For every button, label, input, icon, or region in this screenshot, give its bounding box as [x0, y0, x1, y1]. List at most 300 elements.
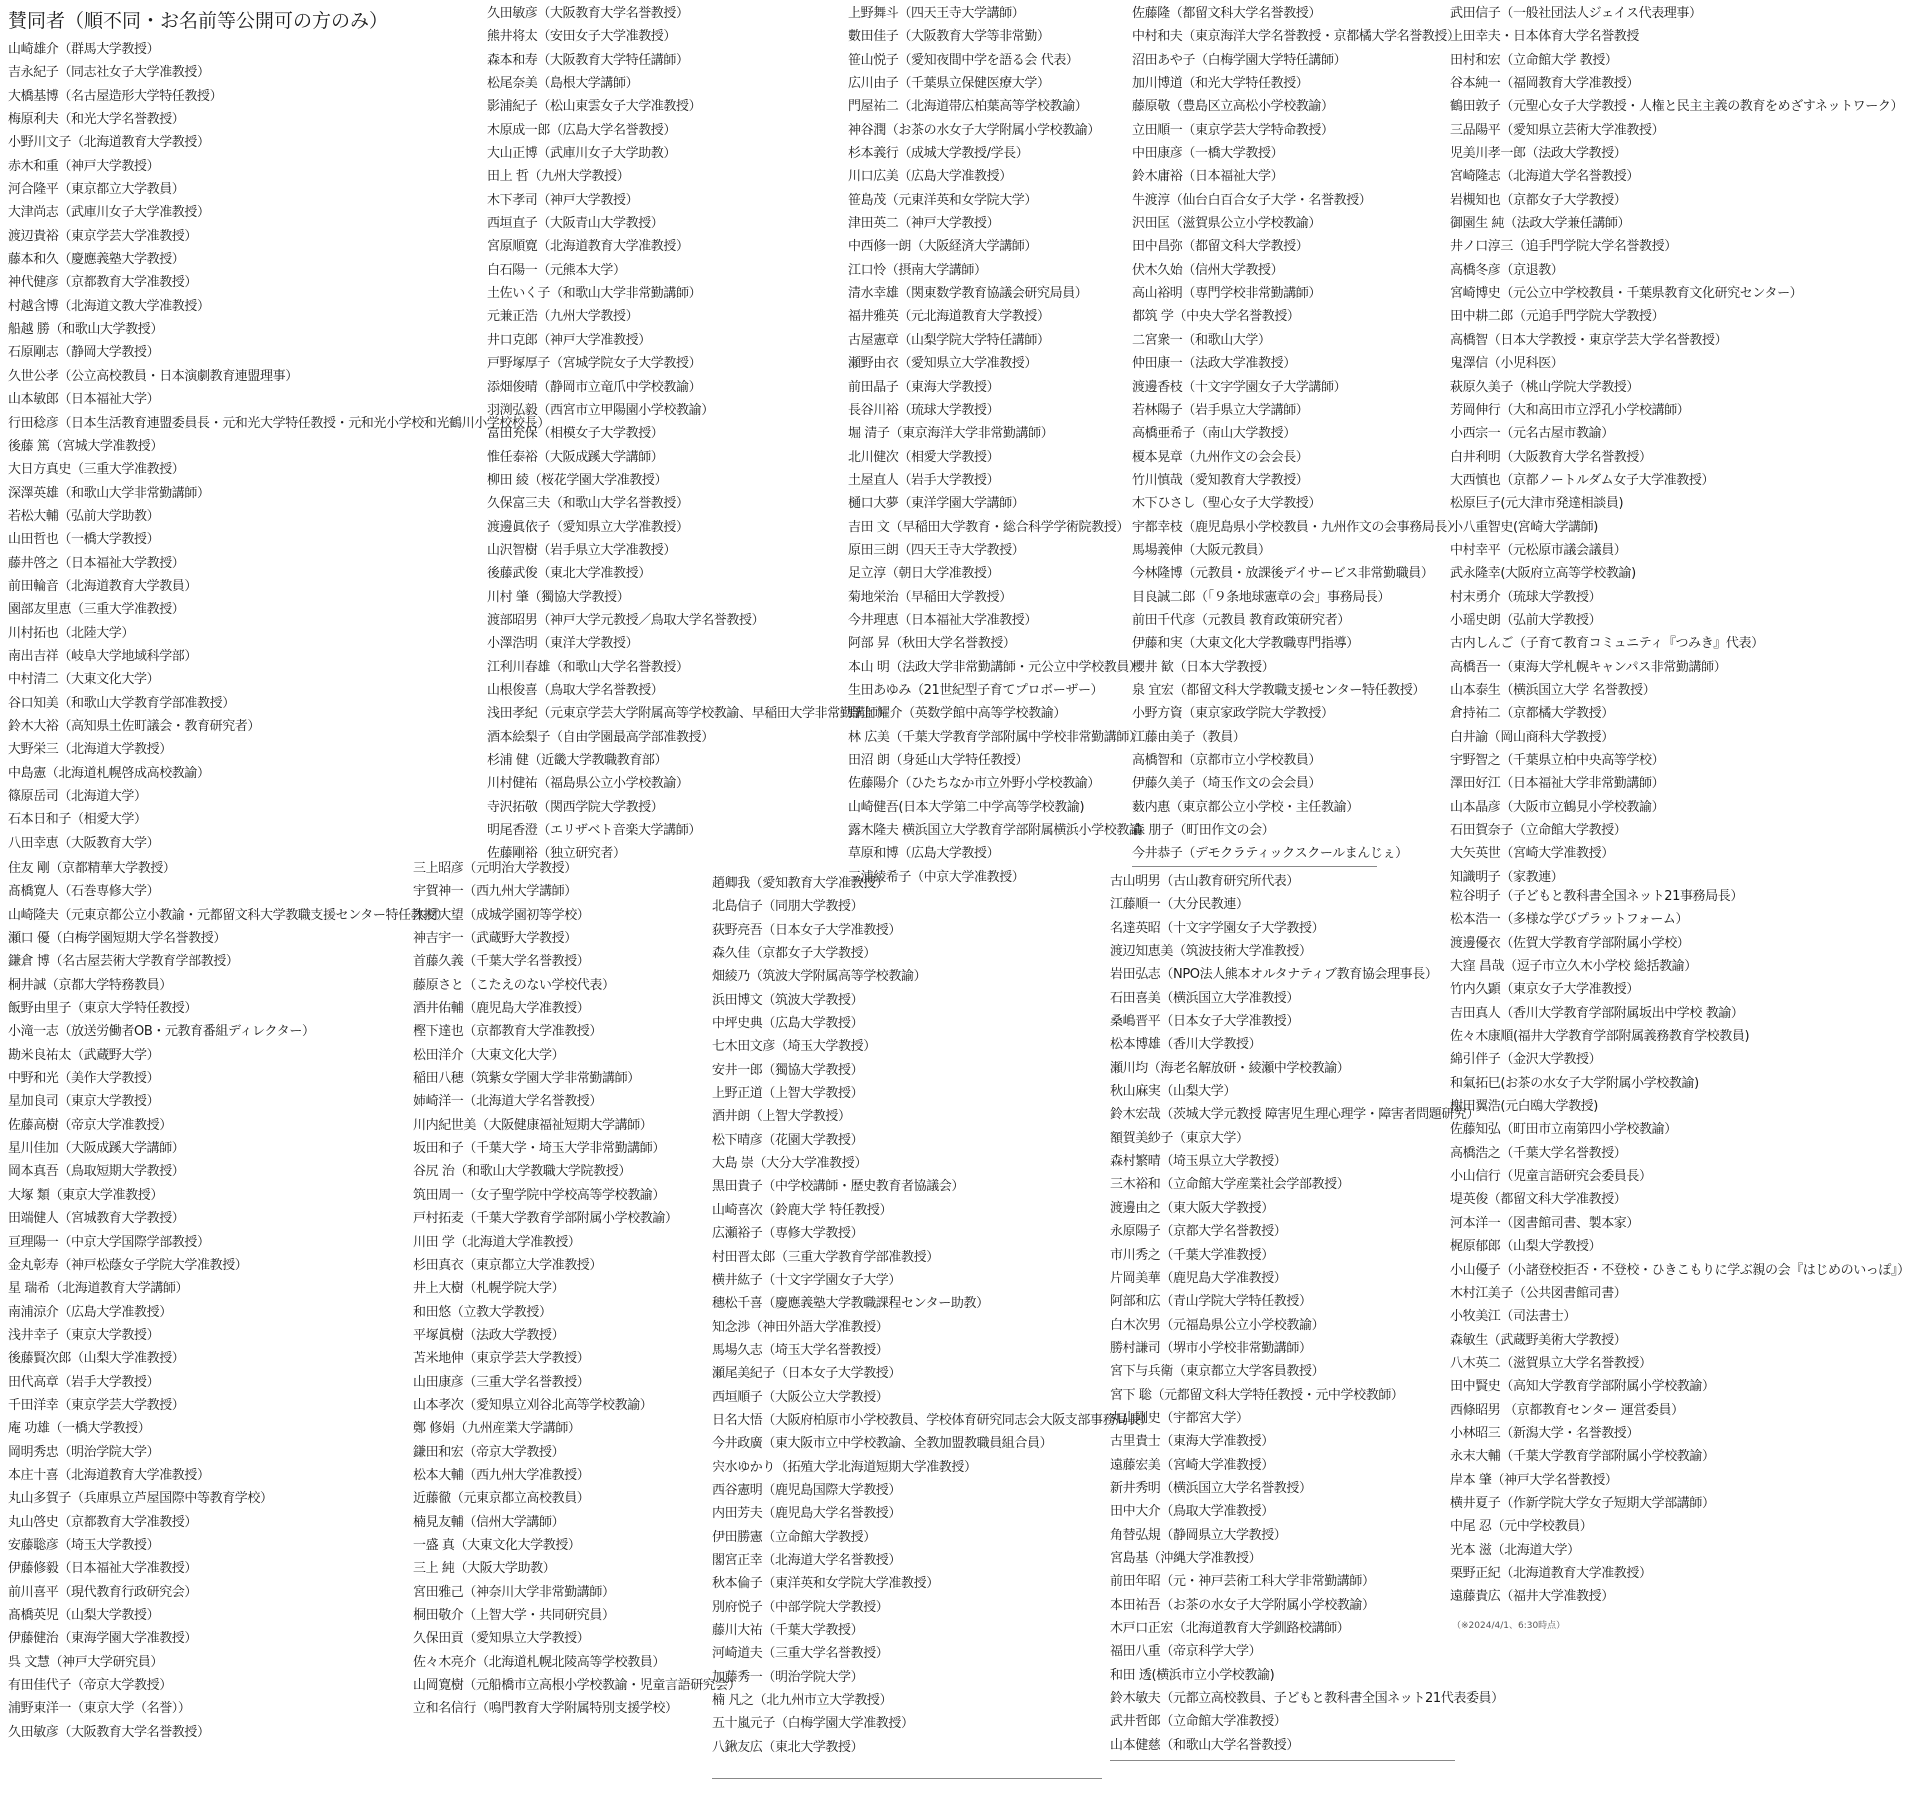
- signatory-entry: 上野舞斗（四天王寺大学講師）: [848, 6, 1025, 21]
- signatory-column-6: [8, 857, 449, 1744]
- signatory-entry: 山田康彦（三重大学名誉教授）: [413, 1374, 590, 1390]
- signatory-entry: 村田晋太郎（三重大学教育学部准教授）: [712, 1249, 939, 1265]
- signatory-entry: 牛渡淳（仙台白百合女子大学・名誉教授）: [1132, 192, 1372, 208]
- signatory-entry: 福井雅英（元北海道教育大学教授）: [848, 309, 1050, 325]
- signatory-entry: 宮崎隆志（北海道大学名誉教授）: [1450, 169, 1640, 185]
- page-title: 賛同者（順不同・お名前等公開可の方のみ）: [8, 10, 389, 32]
- signatory-entry: 吉永紀子（同志社女子大学准教授）: [8, 65, 210, 81]
- signatory-entry: 櫻井 歓（日本大学教授）: [1132, 659, 1275, 675]
- signatory-entry: 谷口知美（和歌山大学教育学部准教授）: [8, 695, 235, 711]
- signatory-entry: 中西修一朗（大阪経済大学講師）: [848, 239, 1038, 255]
- signatory-entry: 渡邊眞依子（愛知県立大学准教授）: [487, 519, 689, 535]
- signatory-entry: 大橋基博（名古屋造形大学特任教授）: [8, 88, 223, 104]
- signatory-entry: 南出吉祥（岐阜大学地域科学部）: [8, 648, 198, 664]
- signatory-column-4: [1132, 2, 1460, 866]
- signatory-entry: 小野方資（東京家政学院大学教授）: [1132, 706, 1334, 722]
- signatory-entry: 武井哲郎（立命館大学准教授）: [1110, 1714, 1287, 1730]
- signatory-entry: 笹山悦子（愛知夜間中学を語る会 代表）: [848, 52, 1079, 68]
- signatory-entry: 高山裕明（専門学校非常勤講師）: [1132, 286, 1322, 302]
- signatory-entry: 山本敏郎（日本福祉大学）: [8, 392, 160, 408]
- signatory-entry: 瀬野由衣（愛知県立大学准教授）: [848, 356, 1038, 372]
- signatory-entry: 広瀬裕子（専修大学教授）: [712, 1226, 864, 1242]
- signatory-entry: 井上大樹（札幌学院大学）: [413, 1281, 565, 1297]
- signatory-entry: 浅田孝紀（元東京学芸大学附属高等学校教諭、早稲田大学非常勤講師）: [487, 706, 891, 722]
- signatory-entry: 小山優子（小諸登校拒否・不登校・ひきこもりに学ぶ親の会『はじめのいっぽ』）: [1450, 1262, 1910, 1278]
- signatory-entry: 岩槻知也（京都女子大学教授）: [1450, 192, 1627, 208]
- signatory-entry: 和田 透(横浜市立小学校教諭): [1110, 1667, 1275, 1683]
- signatory-entry: 三浦綾希子（中京大学准教授）: [848, 869, 1025, 885]
- signatory-entry: 瀬尾美紀子（日本女子大学教授）: [712, 1366, 902, 1382]
- signatory-entry: 酒井佑輔（鹿児島大学准教授）: [413, 1001, 590, 1017]
- signatory-entry: 鬼澤信（小児科医）: [1450, 356, 1564, 372]
- signatory-entry: 芳岡伸行（大和高田市立浮孔小学校講師）: [1450, 402, 1690, 418]
- signatory-entry: 別府悦子（中部学院大学教授）: [712, 1599, 889, 1615]
- signatory-entry: 秋本倫子（東洋英和女学院大学准教授）: [712, 1576, 939, 1592]
- signatory-entry: 三上 純（大阪大学助教）: [413, 1561, 556, 1577]
- signatory-entry: 小野川文子（北海道教育大学教授）: [8, 135, 210, 151]
- signatory-entry: 樫下達也（京都教育大学准教授）: [413, 1024, 603, 1040]
- signatory-entry: 吉田 文（早稲田大学教育・総合科学学術院教授）: [848, 519, 1129, 535]
- signatory-entry: 三品陽平（愛知県立芸術大学准教授）: [1450, 122, 1665, 138]
- signatory-entry: 西垣順子（大阪公立大学教授）: [712, 1389, 889, 1405]
- signatory-entry: 星加良司（東京大学教授）: [8, 1094, 160, 1110]
- signatory-entry: 大野栄三（北海道大学教授）: [8, 742, 172, 758]
- signatory-entry: 宮下与兵衛（東京都立大学客員教授）: [1110, 1364, 1325, 1380]
- signatory-entry: 田上 哲（九州大学教授）: [487, 169, 630, 185]
- signatory-entry: 後藤 篤（宮城大学准教授）: [8, 438, 163, 454]
- signatory-entry: 中村清二（大東文化大学）: [8, 672, 160, 688]
- signatory-entry: 赤木和重（神戸大学教授）: [8, 158, 160, 174]
- signatory-entry: 大山正博（武庫川女子大学助教）: [487, 146, 677, 162]
- signatory-entry: 西垣直子（大阪青山大学教授）: [487, 216, 664, 232]
- signatory-entry: 山沢智樹（岩手県立大学准教授）: [487, 542, 677, 558]
- signatory-entry: 鈴木庸裕（日本福祉大学）: [1132, 169, 1284, 185]
- signatory-entry: 鎌倉 博（名古屋芸術大学教育学部教授）: [8, 954, 239, 970]
- signatory-column-1: [8, 38, 550, 855]
- signatory-entry: 杉浦 健（近畿大学教職教育部）: [487, 753, 668, 768]
- signatory-entry: 山本健慈（和歌山大学名誉教授）: [1110, 1737, 1300, 1753]
- signatory-entry: 浦野東洋一（東京大学（名誉））: [8, 1701, 191, 1717]
- signatory-entry: 名達英昭（十文字学園女子大学教授）: [1110, 920, 1325, 936]
- signatory-entry: 寺沢拓敬（関西学院大学教授）: [487, 799, 664, 815]
- signatory-entry: 白井利明（大阪教育大学名誉教授）: [1450, 449, 1652, 465]
- signatory-entry: 村末勇介（琉球大学教授）: [1450, 589, 1602, 605]
- signatory-entry: 堤英俊（都留文科大学准教授）: [1450, 1192, 1627, 1208]
- signatory-entry: 知識明子（家教連）: [1450, 869, 1564, 885]
- signatory-entry: 畑綾乃（筑波大学附属高等学校教諭）: [712, 969, 927, 985]
- signatory-entry: 桑嶋晋平（日本女子大学准教授）: [1110, 1014, 1300, 1030]
- signatory-entry: 高橋亜希子（南山大学教授）: [1132, 426, 1296, 442]
- signatory-entry: 熊井将太（安田女子大学准教授）: [487, 29, 677, 45]
- signatory-column-5: [1450, 2, 1904, 889]
- signatory-entry: 額賀美紗子（東京大学）: [1110, 1130, 1249, 1146]
- signatory-entry: 森敏生（武蔵野美術大学教授）: [1450, 1332, 1627, 1348]
- signatory-entry: 古山明男（古山教育研究所代表）: [1110, 874, 1300, 889]
- signatory-entry: 鈴木大裕（高知県土佐町議会・教育研究者）: [8, 718, 261, 734]
- signatory-entry: 宇都幸枝（鹿児島県小学校教員・九州作文の会事務局長）: [1132, 519, 1460, 535]
- signatory-entry: 中村和夫（東京海洋大学名誉教授・京都橘大学名誉教授）: [1132, 29, 1460, 45]
- signatory-entry: 中村幸平（元松原市議会議員）: [1450, 542, 1627, 558]
- signatory-entry: 趙卿我（愛知教育大学准教授）: [712, 876, 889, 891]
- signatory-entry: 後藤賢次郎（山梨大学准教授）: [8, 1351, 185, 1367]
- signatory-entry: 富田充保（相模女子大学教授）: [487, 426, 664, 442]
- signatory-entry: 石田賀奈子（立命館大学教授）: [1450, 823, 1627, 839]
- signatory-entry: 酒井朗（上智大学教授）: [712, 1109, 851, 1125]
- signatory-entry: 髙橋寛人（石巻専修大学）: [8, 884, 160, 900]
- signatory-entry: 村越含博（北海道文教大学准教授）: [8, 298, 210, 314]
- signatory-entry: 泉 宜宏（都留文科大学教職支援センター特任教授）: [1132, 682, 1426, 698]
- signatory-entry: 武永隆幸(大阪府立高等学校教諭): [1450, 566, 1636, 582]
- signatory-entry: 筑田周一（女子聖学院中学校高等学校教諭）: [413, 1187, 666, 1203]
- signatory-entry: 榭田翼浩(元白鴎大学教授): [1450, 1099, 1598, 1115]
- signatory-entry: 西谷憲明（鹿児島国際大学教授）: [712, 1482, 902, 1498]
- signatory-entry: 篠原岳司（北海道大学）: [8, 789, 147, 804]
- signatory-entry: 菊地栄治（早稲田大学教授）: [848, 589, 1012, 605]
- signatory-entry: 岩田弘志（NPO法人熊本オルタナティブ教育協会理事長）: [1110, 967, 1438, 983]
- signatory-entry: 宮下 聡（元都留文科大学特任教授・元中学校教師）: [1110, 1387, 1404, 1403]
- signatory-entry: 首藤久義（千葉大学名誉教授）: [413, 954, 590, 970]
- signatory-entry: 丸山剛史（宇都宮大学）: [1110, 1410, 1249, 1426]
- signatory-entry: 南浦涼介（広島大学准教授）: [8, 1304, 172, 1320]
- signatory-entry: 森村繁晴（埼玉県立大学教授）: [1110, 1154, 1287, 1170]
- signatory-entry: 荻野亮吾（日本女子大学准教授）: [712, 922, 902, 938]
- signatory-entry: 野上 耀介（英数学館中高等学校教諭）: [848, 706, 1066, 722]
- signatory-entry: 松田洋介（大東文化大学）: [413, 1047, 565, 1063]
- signatory-entry: 永末大輔（千葉大学教育学部附属小学校教諭）: [1450, 1449, 1715, 1465]
- signatory-entry: 岡明秀忠（明治学院大学）: [8, 1444, 160, 1460]
- signatory-entry: 伊田勝憲（立命館大学教授）: [712, 1529, 876, 1545]
- signatory-entry: 鈴木敏夫（元都立高校教員、子どもと教科書全国ネット21代表委員）: [1110, 1691, 1504, 1707]
- signatory-entry: 安井一郎（獨協大学教授）: [712, 1062, 864, 1078]
- signatory-entry: 北川健次（相愛大学教授）: [848, 449, 1000, 465]
- signatory-entry: 栗野正紀（北海道教育大学准教授）: [1450, 1565, 1652, 1581]
- signatory-entry: 馬場義伸（大阪元教員）: [1132, 542, 1271, 558]
- signatory-entry: 白井諭（岡山商科大学教授）: [1450, 729, 1614, 745]
- signatory-entry: 上野正道（上智大学教授）: [712, 1086, 864, 1102]
- signatory-entry: 小八重智史(宮崎大学講師): [1450, 519, 1598, 535]
- signatory-entry: 木村江美子（公共図書館司書）: [1450, 1285, 1627, 1301]
- signatory-entry: 佐々木亮介（北海道札幌北陵高等学校教員）: [413, 1654, 666, 1670]
- signatory-column-3: [848, 2, 1142, 889]
- signatory-entry: 山本孝次（愛知県立刈谷北高等学校教諭）: [413, 1397, 653, 1413]
- signatory-entry: 閣宮正幸（北海道大学名誉教授）: [712, 1552, 902, 1568]
- signatory-entry: 宮原順寛（北海道教育大学准教授）: [487, 239, 689, 255]
- signatory-entry: 久田敏彦（大阪教育大学名誉教授）: [487, 6, 689, 21]
- signatory-entry: 古屋憲章（山梨学院大学特任講師）: [848, 332, 1050, 348]
- signatory-entry: 遠藤貴広（福井大学准教授）: [1450, 1589, 1614, 1605]
- signatory-entry: 五十嵐元子（白梅学園大学准教授）: [712, 1716, 914, 1732]
- signatory-entry: 小牧美江（司法書士）: [1450, 1309, 1577, 1325]
- signatory-entry: 山崎健吾(日本大学第二中学高等学校教諭): [848, 799, 1085, 815]
- signatory-entry: 秋山麻実（山梨大学）: [1110, 1084, 1237, 1100]
- signatory-entry: 中坪史典（広島大学教授）: [712, 1016, 864, 1032]
- signatory-entry: 宇賀神一（西九州大学講師）: [413, 884, 577, 900]
- signatory-entry: 馬場久志（埼玉大学名誉教授）: [712, 1342, 889, 1358]
- signatory-entry: 木村大望（成城学園初等学校）: [413, 907, 590, 923]
- signatory-entry: 川口広美（広島大学准教授）: [848, 169, 1012, 185]
- signatory-entry: 西條昭男 （京都教育センター 運営委員）: [1450, 1402, 1684, 1418]
- signatory-entry: 川村健祐（福島県公立小学校教諭）: [487, 776, 689, 792]
- signatory-entry: 吉田真人（香川大学教育学部附属坂出中学校 教諭）: [1450, 1005, 1744, 1021]
- signatory-entry: 田中賢史（高知大学教育学部附属小学校教諭）: [1450, 1379, 1715, 1395]
- signatory-entry: 庵 功雄（一橋大学教授）: [8, 1421, 151, 1437]
- signatory-entry: 小林昭三（新潟大学・名誉教授）: [1450, 1425, 1640, 1441]
- signatory-entry: 船越 勝（和歌山大学教授）: [8, 322, 163, 338]
- signatory-entry: 高橋智和（京都市立小学校教員）: [1132, 753, 1322, 768]
- signatory-entry: 倉持祐二（京都橘大学教授）: [1450, 706, 1614, 722]
- signatory-entry: 一盛 真（大東文化大学教授）: [413, 1537, 581, 1553]
- signatory-entry: 沼田あや子（白梅学園大学特任講師）: [1132, 52, 1347, 68]
- signatory-entry: 久田敏彦（大阪教育大学名誉教授）: [8, 1724, 210, 1740]
- signatory-column-7: [413, 857, 741, 1721]
- signatory-entry: 木下ひさし（聖心女子大学教授）: [1132, 496, 1322, 512]
- signatory-entry: 生田あゆみ（21世紀型子育てプロボーザー）: [848, 682, 1104, 698]
- signatory-entry: 小瑶史朗（弘前大学教授）: [1450, 612, 1602, 628]
- signatory-entry: 谷尻 治（和歌山大学教職大学院教授）: [413, 1164, 631, 1180]
- signatory-entry: 亘理陽一（中京大学国際学部教授）: [8, 1234, 210, 1250]
- signatory-entry: 今林隆博（元教員・放課後デイサービス非常勤職員）: [1132, 566, 1434, 582]
- signatory-entry: 江藤順一（大分民教連）: [1110, 897, 1249, 913]
- signatory-entry: 渡邊優衣（佐賀大学教育学部附属小学校）: [1450, 935, 1690, 951]
- signatory-entry: 伊藤和実（大東文化大学教職専門指導）: [1132, 636, 1359, 652]
- signatory-entry: 北島信子（同朋大学教授）: [712, 899, 864, 915]
- signatory-entry: 小澤浩明（東洋大学教授）: [487, 636, 639, 652]
- signatory-entry: 柳田 綾（桜花学園大学准教授）: [487, 472, 668, 488]
- signatory-entry: 林 広美（千葉大学教育学部附属中学校非常勤講師）: [848, 729, 1142, 745]
- signatory-entry: 足立淳（朝日大学准教授）: [848, 566, 1000, 582]
- signatory-column-9: [1110, 870, 1504, 1757]
- signatory-entry: 鶴田敦子（元聖心女子大学教授・人権と民主主義の教育をめざすネットワーク）: [1450, 99, 1904, 115]
- signatory-entry: 川田 学（北海道大学准教授）: [413, 1234, 581, 1250]
- signatory-entry: 古内しんご（子育て教育コミュニティ『つみき』代表）: [1450, 636, 1764, 652]
- signatory-entry: 佐藤陽介（ひたちなか市立外野小学校教諭）: [848, 776, 1101, 792]
- signatory-entry: 澤田好江（日本福祉大学非常勤講師）: [1450, 776, 1665, 792]
- signatory-entry: 門屋祐二（北海道帯広柏葉高等学校教諭）: [848, 99, 1088, 115]
- signatory-entry: 加川博道（和光大学特任教授）: [1132, 76, 1309, 92]
- signatory-entry: 金丸彰寿（神戸松蔭女子学院大学准教授）: [8, 1257, 248, 1273]
- signatory-entry: 神谷潤（お茶の水女子大学附属小学校教諭）: [848, 122, 1101, 138]
- signatory-entry: 八田幸恵（大阪教育大学）: [8, 835, 160, 851]
- signatory-entry: 永原陽子（京都大学名誉教授）: [1110, 1224, 1287, 1240]
- signatory-entry: 森久佳（京都女子大学教授）: [712, 946, 876, 962]
- signatory-entry: 田代高章（岩手大学教授）: [8, 1374, 160, 1390]
- signatory-entry: 武田信子（一般社団法人ジェイス代表理事）: [1450, 6, 1702, 21]
- signatory-entry: 伊藤久美子（埼玉作文の会会員）: [1132, 776, 1322, 792]
- signatory-entry: 津田英二（神戸大学教授）: [848, 216, 1000, 232]
- signatory-entry: 粒谷明子（子どもと教科書全国ネット21事務局長）: [1450, 889, 1743, 904]
- signatory-entry: 前田年昭（元・神戸芸術工科大学非常勤講師）: [1110, 1574, 1375, 1590]
- signatory-entry: 羽渕弘毅（西宮市立甲陽園小学校教諭）: [487, 402, 714, 418]
- signatory-entry: 勝村謙司（堺市小学校非常勤講師）: [1110, 1340, 1312, 1356]
- signatory-entry: 山岡寛樹（元船橋市立高根小学校教諭・児童言語研究会）: [413, 1678, 741, 1694]
- signatory-entry: 宍水ゆかり（拓殖大学北海道短期大学准教授）: [712, 1459, 977, 1475]
- signatory-entry: 角替弘規（静岡県立大学教授）: [1110, 1527, 1287, 1543]
- signatory-entry: 三木裕和（立命館大学産業社会学部教授）: [1110, 1177, 1350, 1193]
- signatory-entry: 藤本和久（慶應義塾大学教授）: [8, 252, 185, 268]
- signatory-entry: 和氣拓巳(お茶の水女子大学附属小学校教諭): [1450, 1075, 1699, 1091]
- signatory-entry: 藤川大祐（千葉大学教授）: [712, 1623, 864, 1638]
- signatory-entry: 八木英二（滋賀県立大学名誉教授）: [1450, 1355, 1652, 1371]
- signatory-entry: 山崎隆夫（元東京都公立小教諭・元都留文科大学教職支援センター特任教授）: [8, 907, 449, 923]
- signatory-entry: 田中耕二郎（元追手門学院大学教授）: [1450, 309, 1665, 325]
- signatory-entry: 元兼正浩（九州大学教授）: [487, 309, 639, 325]
- signatory-entry: 本田祐吾（お茶の水女子大学附属小学校教諭）: [1110, 1597, 1375, 1613]
- signatory-entry: 加藤秀一（明治学院大学）: [712, 1669, 864, 1685]
- signatory-entry: 藤原敬（豊島区立高松小学校教諭）: [1132, 99, 1334, 115]
- signatory-entry: 苫米地伸（東京学芸大学教授）: [413, 1351, 590, 1367]
- signatory-entry: 星 瑞希（北海道教育大学講師）: [8, 1281, 189, 1297]
- signatory-entry: 中尾 忍（元中学校教員）: [1450, 1519, 1593, 1535]
- signatory-entry: 高橋冬彦（京退教）: [1450, 262, 1564, 278]
- signatory-entry: 今井恭子（デモクラティックスクールまんじぇ）: [1132, 846, 1408, 862]
- signatory-entry: 田端健人（宮城教育大学教授）: [8, 1211, 185, 1227]
- signatory-entry: 竹内久顕（東京女子大学准教授）: [1450, 982, 1640, 998]
- signatory-entry: 影浦紀子（松山東雲女子大学准教授）: [487, 99, 702, 115]
- column-divider: [712, 1778, 1102, 1779]
- signatory-entry: 浅井幸子（東京大学教授）: [8, 1327, 160, 1343]
- signatory-entry: 神吉宇一（武蔵野大学教授）: [413, 931, 577, 947]
- signatory-entry: 阿部 昇（秋田大学名誉教授）: [848, 636, 1016, 652]
- signatory-entry: 千田洋幸（東京学芸大学教授）: [8, 1397, 185, 1413]
- signatory-entry: 川内紀世美（大阪健康福祉短期大学講師）: [413, 1117, 653, 1133]
- signatory-entry: 後藤武俊（東北大学准教授）: [487, 566, 651, 582]
- signatory-entry: 山崎喜次（鈴鹿大学 特任教授）: [712, 1202, 893, 1218]
- signatory-entry: 高橋智（日本大学教授・東京学芸大学名誉教授）: [1450, 332, 1728, 348]
- signatory-entry: 渡部昭男（神戸大学元教授／鳥取大学名誉教授）: [487, 612, 765, 628]
- signatory-entry: 添畑俊晴（静岡市立竜爪中学校教諭）: [487, 379, 702, 395]
- signatory-entry: 佐藤高樹（帝京大学准教授）: [8, 1117, 172, 1133]
- signatory-entry: 佐々木康順(福井大学教育学部附属義務教育学校教員): [1450, 1029, 1750, 1045]
- signatory-entry: 宮崎博史（元公立中学校教員・千葉県教育文化研究センター）: [1450, 286, 1803, 302]
- signatory-entry: 小山信行（児童言語研究会委員長）: [1450, 1169, 1652, 1185]
- signatory-entry: 阿部和広（青山学院大学特任教授）: [1110, 1294, 1312, 1310]
- signatory-entry: 山田哲也（一橋大学教授）: [8, 532, 160, 548]
- signatory-entry: 市川秀之（千葉大学准教授）: [1110, 1247, 1274, 1263]
- signatory-entry: 住友 剛（京都精華大学教授）: [8, 861, 176, 876]
- signatory-entry: 田沼 朗（身延山大学特任教授）: [848, 753, 1029, 768]
- signatory-entry: 佐藤知弘（町田市立南第四小学校教諭）: [1450, 1122, 1677, 1138]
- column-divider: [1110, 1760, 1455, 1761]
- signatory-entry: 広川由子（千葉県立保健医療大学）: [848, 76, 1050, 92]
- signatory-entry: 姉崎洋一（北海道大学名誉教授）: [413, 1094, 603, 1110]
- signatory-entry: 楠見友輔（信州大学講師）: [413, 1514, 565, 1530]
- signatory-entry: 川村拓也（北陸大学）: [8, 625, 135, 641]
- signatory-entry: 土屋直人（岩手大学教授）: [848, 472, 1000, 488]
- signatory-entry: 戸村拓麦（千葉大学教育学部附属小学校教諭）: [413, 1211, 678, 1227]
- signatory-entry: 土佐いく子（和歌山大学非常勤講師）: [487, 286, 702, 302]
- signatory-entry: 前田千代彦（元教員 教育政策研究者）: [1132, 612, 1350, 628]
- signatory-entry: 久保田貢（愛知県立大学教授）: [413, 1631, 590, 1647]
- signatory-entry: 梶原郁郎（山梨大学教授）: [1450, 1239, 1602, 1255]
- signatory-entry: 大西慎也（京都ノートルダム女子大学准教授）: [1450, 472, 1715, 488]
- signatory-entry: 松尾奈美（島根大学講師）: [487, 76, 639, 92]
- signatory-entry: 江口怜（摂南大学講師）: [848, 262, 987, 278]
- signatory-entry: 大津尚志（武庫川女子大学准教授）: [8, 205, 210, 221]
- signatory-entry: 浜田博文（筑波大学教授）: [712, 992, 864, 1008]
- signatory-entry: 藤原さと（こたえのない学校代表）: [413, 977, 615, 993]
- signatory-entry: 宮田雅己（神奈川大学非常勤講師）: [413, 1584, 615, 1600]
- signatory-entry: 露木隆夫 横浜国立大学教育学部附属横浜小学校教諭: [848, 823, 1142, 839]
- signatory-entry: 渡邊香枝（十文字学園女子大学講師）: [1132, 379, 1347, 395]
- signatory-entry: 園部友里恵（三重大学准教授）: [8, 602, 185, 618]
- signatory-entry: 大塚 類（東京大学准教授）: [8, 1187, 163, 1203]
- signatory-entry: 大矢英世（宮崎大学准教授）: [1450, 846, 1614, 862]
- signatory-entry: 笹島茂（元東洋英和女学院大学）: [848, 192, 1038, 208]
- signatory-entry: 田中昌弥（都留文科大学教授）: [1132, 239, 1309, 255]
- signatory-entry: 児美川孝一郎（法政大学教授）: [1450, 146, 1627, 162]
- signatory-entry: 河合隆平（東京都立大学教員）: [8, 182, 185, 198]
- signatory-entry: 久保富三夫（和歌山大学名誉教授）: [487, 496, 689, 512]
- signatory-entry: 江利川春雄（和歌山大学名誉教授）: [487, 659, 689, 675]
- signatory-entry: 江藤由美子（教員）: [1132, 729, 1246, 745]
- signatory-entry: 都筑 学（中央大学名誉教授）: [1132, 309, 1300, 325]
- signatory-entry: 福田八重（帝京科学大学）: [1110, 1644, 1262, 1660]
- signatory-entry: 前川喜平（現代教育行政研究会）: [8, 1584, 198, 1600]
- signatory-entry: 坂田和子（千葉大学・埼玉大学非常勤講師）: [413, 1141, 666, 1157]
- signatory-column-8: [712, 872, 1154, 1759]
- signatory-entry: 中野和光（美作大学教授）: [8, 1071, 160, 1087]
- signatory-entry: 瀬口 優（白梅学園短期大学名誉教授）: [8, 931, 226, 947]
- signatory-entry: 仲田康一（法政大学准教授）: [1132, 356, 1296, 372]
- signatory-entry: 呉 文慧（神戸大学研究員）: [8, 1654, 163, 1670]
- signatory-entry: 中田康彦（一橋大学教授）: [1132, 146, 1284, 162]
- signatory-entry: 久世公孝（公立高校教員・日本演劇教育連盟理事）: [8, 368, 298, 384]
- signatory-entry: 七木田文彦（埼玉大学教授）: [712, 1039, 876, 1055]
- signatory-entry: 今井理恵（日本福祉大学准教授）: [848, 612, 1038, 628]
- signatory-entry: 渡辺貴裕（東京学芸大学准教授）: [8, 228, 198, 244]
- signatory-entry: 杉本義行（成城大学教授/学長）: [848, 146, 1029, 162]
- signatory-entry: 松原巨子(元大津市発達相談員): [1450, 496, 1624, 512]
- signatory-entry: 丸山啓史（京都教育大学准教授）: [8, 1514, 198, 1530]
- signatory-entry: 本庄十喜（北海道教育大学准教授）: [8, 1467, 210, 1483]
- signatory-entry: 松下晴彦（花園大学教授）: [712, 1132, 864, 1148]
- signatory-entry: 酒本絵梨子（自由学園最高学部准教授）: [487, 729, 714, 745]
- signatory-entry: 星川佳加（大阪成蹊大学講師）: [8, 1141, 185, 1157]
- signatory-entry: 桐田敬介（上智大学・共同研究員）: [413, 1608, 615, 1623]
- signatory-entry: 有田佳代子（帝京大学教授）: [8, 1678, 172, 1694]
- signatory-entry: 木下孝司（神戸大学教授）: [487, 192, 639, 208]
- signatory-entry: 古里貴士（東海大学准教授）: [1110, 1434, 1274, 1450]
- signatory-entry: 髙橋英児（山梨大学教授）: [8, 1608, 160, 1623]
- signatory-entry: 佐藤剛裕（独立研究者）: [487, 846, 626, 862]
- signatory-entry: 萩原久美子（桃山学院大学教授）: [1450, 379, 1640, 395]
- signatory-entry: 渡辺知恵美（筑波技術大学准教授）: [1110, 944, 1312, 960]
- signatory-entry: 御園生 純（法政大学兼任講師）: [1450, 216, 1631, 232]
- signatory-entry: 深澤英雄（和歌山大学非常勤講師）: [8, 485, 210, 501]
- signatory-entry: 安藤聡彦（埼玉大学教授）: [8, 1537, 160, 1553]
- signatory-entry: 遠藤宏美（宮崎大学准教授）: [1110, 1457, 1274, 1473]
- signatory-entry: 綿引伴子（金沢大学教授）: [1450, 1052, 1602, 1068]
- signatory-entry: 草原和博（広島大学教授）: [848, 846, 1000, 862]
- signatory-entry: 岡本真吾（鳥取短期大学教授）: [8, 1164, 185, 1180]
- signatory-entry: 森本和寿（大阪教育大学特任講師）: [487, 52, 689, 68]
- signatory-entry: 堀 清子（東京海洋大学非常勤講師）: [848, 426, 1054, 442]
- signatory-entry: 上田幸夫・日本体育大学名誉教授: [1450, 29, 1640, 45]
- signatory-entry: 横井紘子（十文字学園女子大学）: [712, 1272, 902, 1288]
- signatory-entry: 松本浩一（多様な学びプラットフォーム）: [1450, 912, 1689, 928]
- signatory-entry: 佐藤隆（都留文科大学名誉教授）: [1132, 6, 1322, 21]
- signatory-entry: 渡邊由之（東大阪大学教授）: [1110, 1200, 1274, 1216]
- signatory-entry: 二宮衆一（和歌山大学）: [1132, 332, 1271, 348]
- signatory-entry: 鎌田和宏（帝京大学教授）: [413, 1444, 565, 1460]
- signatory-entry: 川村 肇（獨協大学教授）: [487, 589, 630, 605]
- signatory-entry: 近藤徹（元東京都立高校教員）: [413, 1491, 590, 1507]
- signatory-entry: 河崎道夫（三重大学名誉教授）: [712, 1646, 889, 1662]
- signatory-entry: 惟任泰裕（大阪成蹊大学講師）: [487, 449, 664, 465]
- signatory-entry: 井ノ口淳三（追手門学院大学名誉教授）: [1450, 239, 1677, 255]
- signatory-entry: 三上昭彦（元明治大学教授）: [413, 861, 577, 876]
- signatory-entry: 内田芳夫（鹿児島大学名誉教授）: [712, 1506, 902, 1522]
